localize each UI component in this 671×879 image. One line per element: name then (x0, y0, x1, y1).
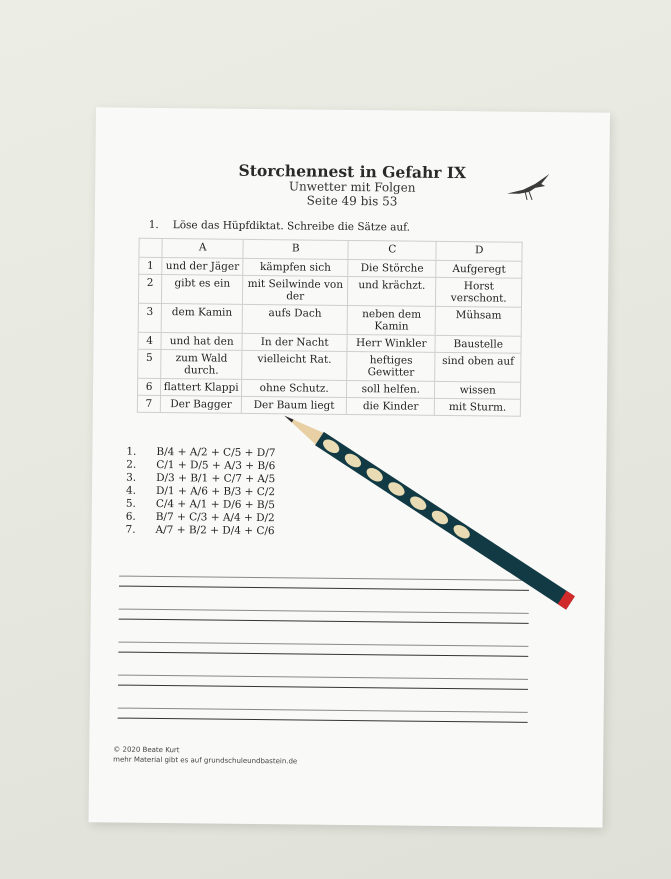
worksheet-subtitle: Unwetter mit Folgen (288, 179, 416, 195)
table-cell: Mühsam (436, 306, 522, 336)
table-cell: und hat den (161, 333, 242, 351)
row-number: 2 (138, 274, 161, 303)
table-cell: soll helfen. (347, 380, 436, 398)
table-cell: aufs Dach (242, 304, 347, 334)
formula-number: 7. (125, 523, 136, 536)
table-row (138, 349, 521, 382)
formula-number: 2. (126, 458, 137, 471)
footer-copyright: © 2020 Beate Kurt (113, 745, 180, 755)
stork-icon (505, 170, 553, 203)
formula-text: A/7 + B/2 + D/4 + C/6 (155, 523, 275, 538)
formula-number: 4. (125, 484, 137, 497)
table-header: B (243, 239, 348, 259)
writing-line-base (118, 685, 528, 690)
pencil-wood-tip (283, 412, 323, 444)
formula-number: 1. (126, 445, 137, 458)
table-cell: neben dem Kamin (347, 305, 436, 335)
hopping-dictation-table (137, 238, 523, 417)
formula-text: B/7 + C/3 + A/4 + D/2 (155, 510, 275, 525)
worksheet-title: Storchennest in Gefahr IX (238, 160, 467, 183)
footer-material: mehr Material gibt es auf grundschuleundbastein.de (113, 755, 298, 766)
writing-line-base (118, 718, 528, 723)
formula-text: C/4 + A/1 + D/6 + B/5 (155, 497, 275, 512)
table-cell: dem Kamin (161, 304, 243, 334)
table-cell: mit Sturm. (435, 398, 521, 416)
table-cell: Der Bagger (160, 395, 241, 413)
table-cell: flattert Klappi (160, 379, 241, 397)
instruction-text: Löse das Hüpfdiktat. Schreibe die Sätze auf. (172, 219, 411, 234)
formula-text: C/1 + D/5 + A/3 + B/6 (156, 458, 276, 473)
table-cell: ohne Schutz. (242, 379, 347, 397)
table-cell: Horst verschont. (436, 277, 522, 307)
table-cell: die Kinder (346, 397, 435, 415)
table-cell: In der Nacht (242, 333, 347, 351)
worksheet-pages: Seite 49 bis 53 (306, 193, 398, 209)
table-cell: vielleicht Rat. (242, 350, 347, 380)
table-cell: gibt es ein (161, 275, 243, 305)
formula-number: 6. (125, 510, 136, 523)
writing-line-pair (118, 642, 528, 679)
row-number: 3 (138, 303, 161, 332)
table-header (139, 238, 162, 257)
table-header: A (162, 239, 243, 259)
table-cell: und krächzt. (348, 276, 437, 306)
table-cell: kämpfen sich (243, 258, 348, 276)
row-number: 1 (139, 257, 162, 274)
table-cell: Baustelle (435, 335, 521, 353)
table-cell: Die Störche (348, 259, 437, 277)
formula-item (126, 524, 275, 539)
row-number: 5 (138, 349, 161, 378)
table-cell: heftiges Gewitter (347, 351, 436, 381)
writing-line-pair (117, 708, 527, 745)
table-cell: Aufgeregt (436, 260, 522, 278)
table-cell: wissen (435, 381, 521, 399)
formula-text: B/4 + A/2 + C/5 + D/7 (156, 445, 276, 460)
table-cell: Der Baum liegt (242, 396, 347, 414)
footer (113, 745, 297, 767)
table-cell: sind oben auf (435, 352, 521, 382)
table-header: C (348, 240, 437, 260)
pencil (283, 412, 623, 632)
table-row (138, 303, 521, 336)
instruction (149, 219, 410, 234)
formula-number: 5. (125, 497, 136, 510)
row-number: 6 (138, 378, 161, 395)
instruction-number: 1. (148, 218, 159, 231)
table-row (138, 274, 521, 307)
row-number: 7 (137, 395, 160, 412)
pencil-lead (283, 414, 293, 422)
table-cell: und der Jäger (162, 258, 243, 276)
row-number: 4 (138, 332, 161, 349)
writing-line-pair (118, 675, 528, 712)
table-cell: mit Seilwinde von der (243, 275, 348, 305)
sentence-formulas (126, 446, 276, 539)
formula-text: D/1 + A/6 + B/3 + C/2 (155, 484, 276, 499)
table-cell: zum Wald durch. (161, 350, 243, 380)
formula-text: D/3 + B/1 + C/7 + A/5 (156, 471, 276, 486)
table-header: D (436, 241, 522, 261)
table-cell: Herr Winkler (347, 334, 436, 352)
writing-line-base (118, 652, 528, 657)
formula-number: 3. (126, 471, 137, 484)
